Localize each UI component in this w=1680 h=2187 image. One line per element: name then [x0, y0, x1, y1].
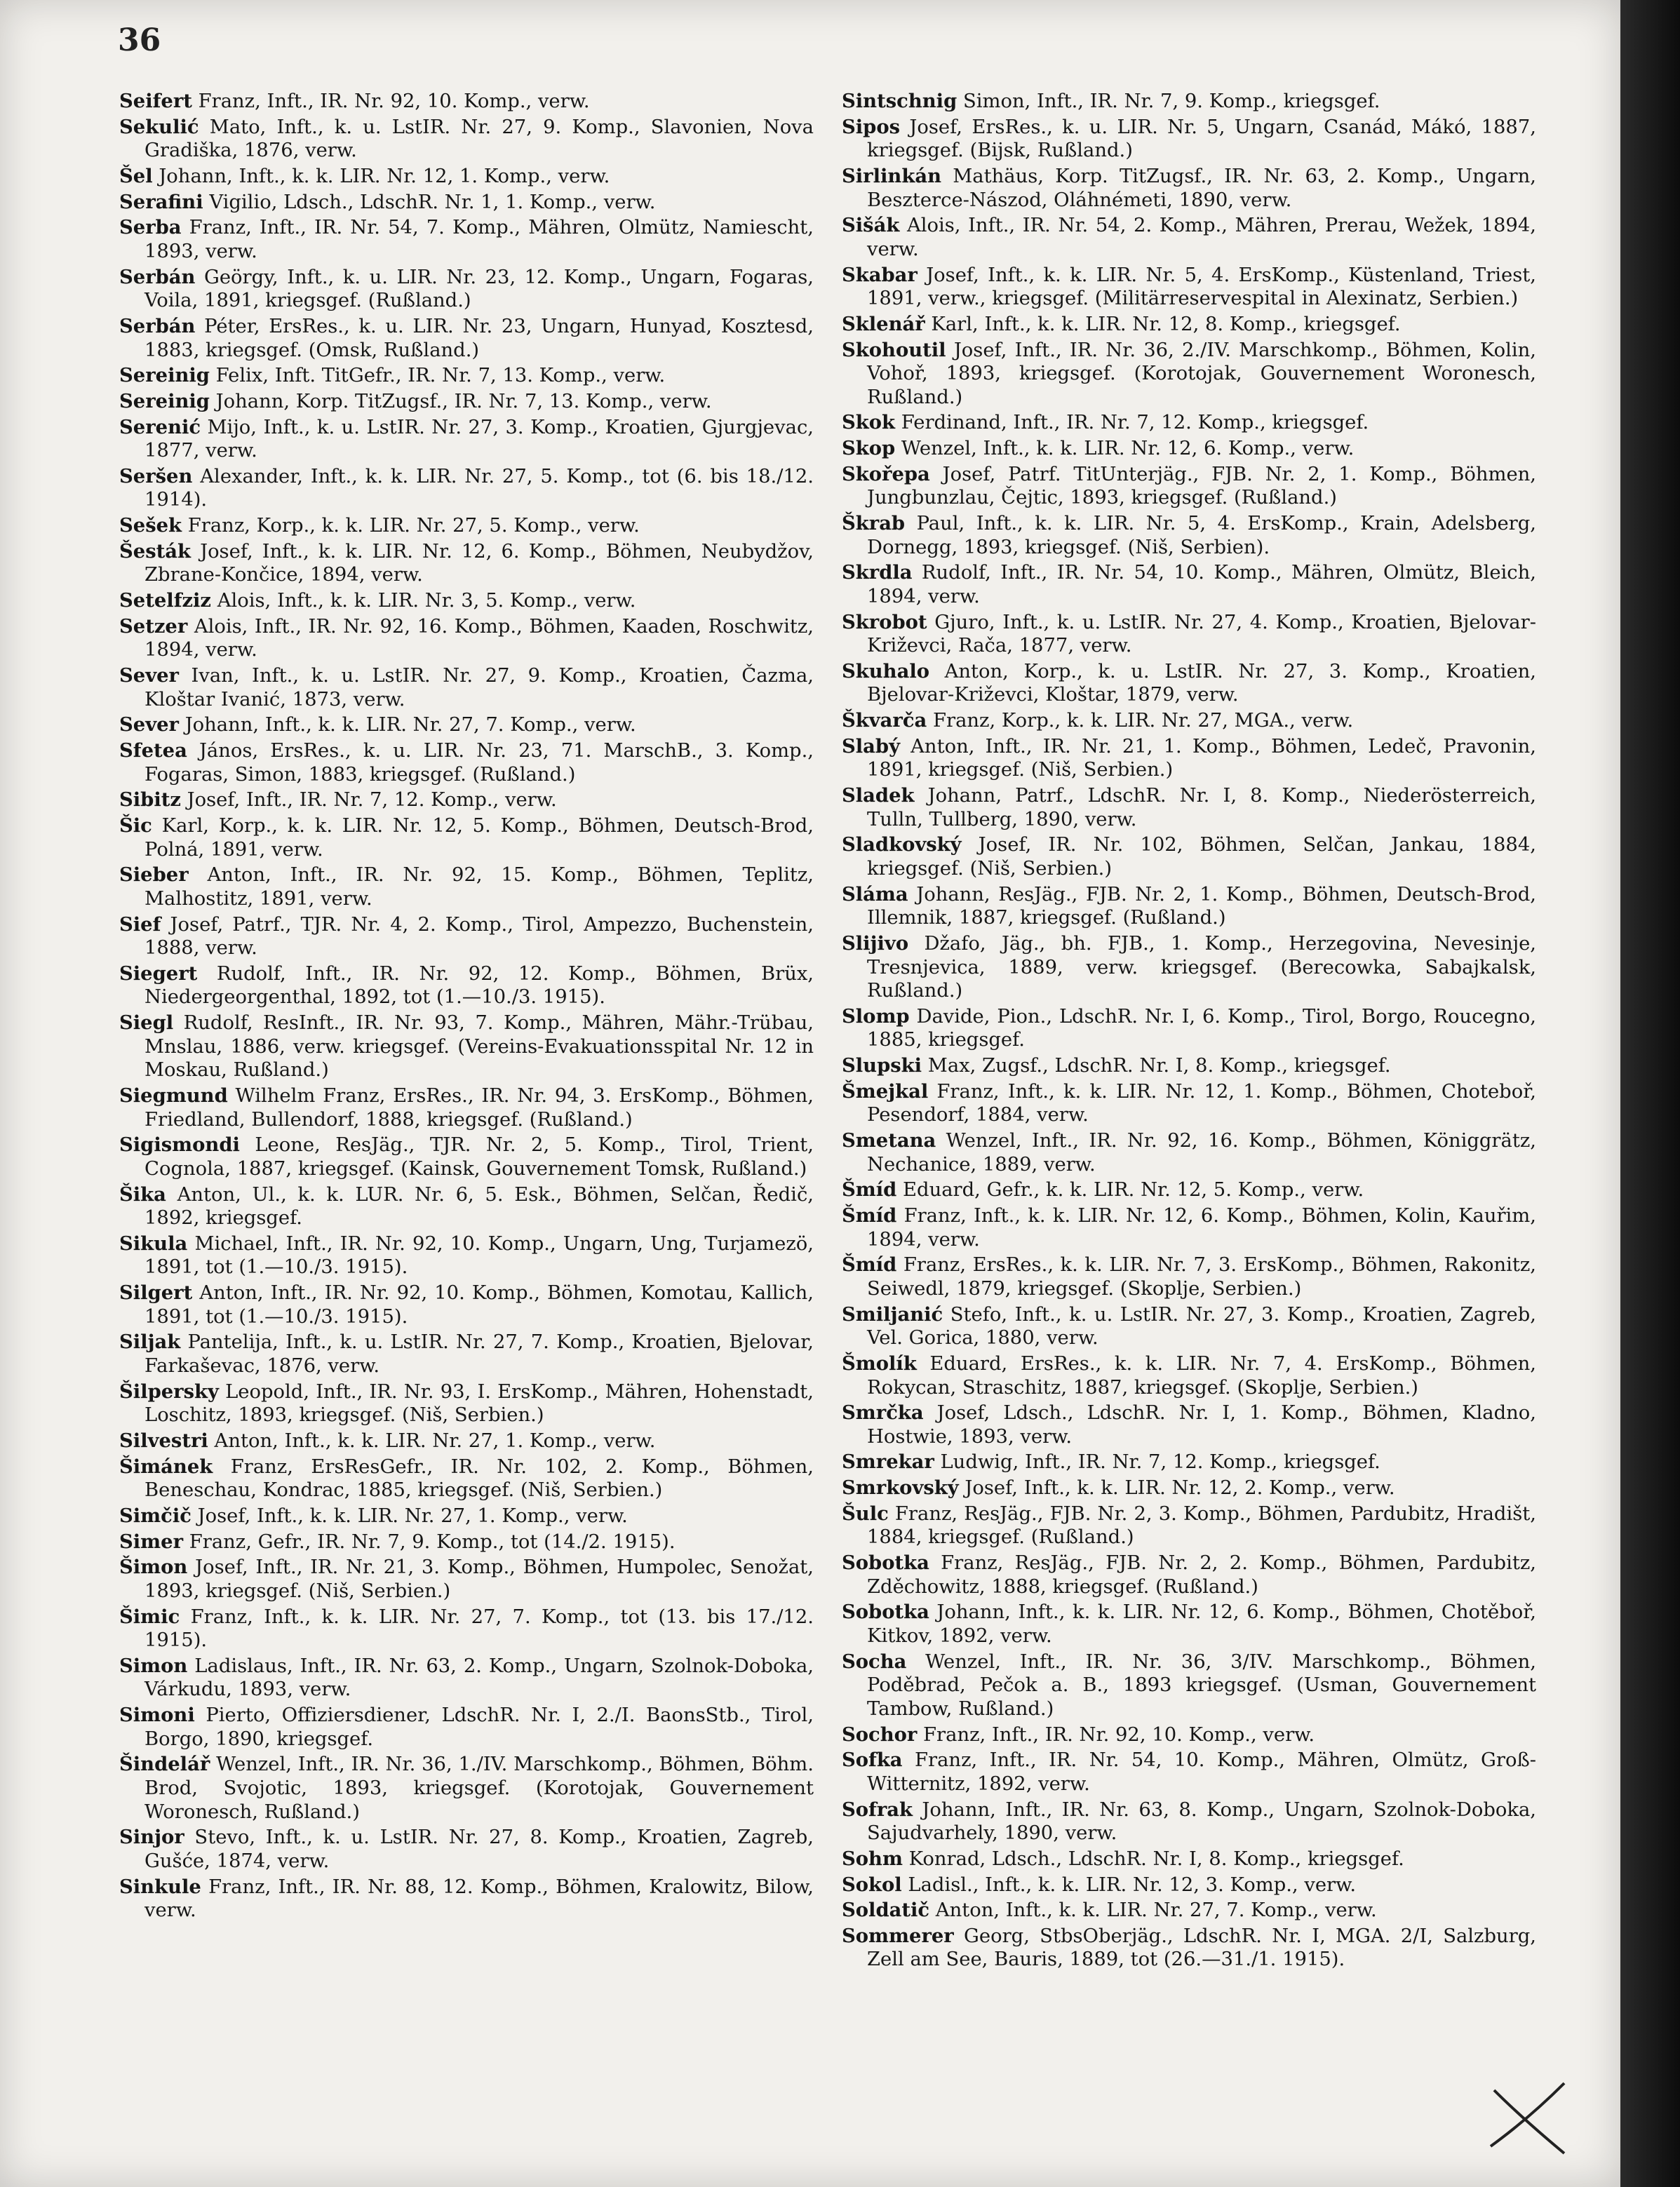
entry-details: Josef, Inft., IR. Nr. 21, 3. Komp., Böhmen, Humpolec, Senožat, 1893, kriegsgef. (Niš, Serbien.)	[145, 1556, 814, 1602]
entry-surname: Sišák	[842, 214, 900, 237]
entry-details: Franz, ErsRes., k. k. LIR. Nr. 7, 3. ErsKomp., Böhmen, Rakonitz, Seiwedl, 1879, kriegsgef. (Skoplje, Serbien.)	[867, 1254, 1536, 1300]
register-entry	[119, 863, 814, 910]
entry-surname: Šimic	[119, 1605, 180, 1628]
register-entry	[119, 1704, 814, 1751]
register-entry	[842, 313, 1536, 337]
register-entry	[119, 416, 814, 463]
entry-surname: Sirlinkán	[842, 164, 941, 187]
entry-surname: Sinkule	[119, 1875, 201, 1898]
entry-surname: Serba	[119, 216, 182, 239]
register-entry	[842, 165, 1536, 212]
register-entry	[842, 932, 1536, 1003]
entry-surname: Šilpersky	[119, 1380, 219, 1403]
entry-details: Leone, ResJäg., TJR. Nr. 2, 5. Komp., Tirol, Trient, Cognola, 1887, kriegsgef. (Kainsk, Gouvernement Tomsk, Rußland.)	[145, 1134, 814, 1180]
entry-surname: Smrekar	[842, 1451, 934, 1474]
register-entry	[842, 1749, 1536, 1796]
entry-details: Franz, Inft., IR. Nr. 92, 10. Komp., verw.	[917, 1723, 1315, 1746]
entry-details: Pierto, Offiziersdiener, LdschR. Nr. I, 2./I. BaonsStb., Tirol, Borgo, 1890, kriegsgef.	[145, 1704, 814, 1750]
entry-surname: Šimánek	[119, 1455, 213, 1478]
register-entry	[119, 739, 814, 786]
entry-surname: Socha	[842, 1650, 907, 1673]
register-entry	[842, 709, 1536, 733]
entry-surname: Sibitz	[119, 788, 181, 812]
entry-details: Vigilio, Ldsch., LdschR. Nr. 1, 1. Komp., verw.	[203, 191, 656, 213]
entry-surname: Smrčka	[842, 1401, 924, 1425]
entry-surname: Siegert	[119, 962, 198, 985]
entry-details: Franz, Inft., IR. Nr. 54, 10. Komp., Mähren, Olmütz, Groß-Witternitz, 1892, verw.	[867, 1749, 1536, 1795]
entry-details: Franz, Inft., IR. Nr. 88, 12. Komp., Böhmen, Kralowitz, Bilow, verw.	[145, 1876, 814, 1922]
register-entry	[119, 788, 814, 812]
entry-surname: Sinjor	[119, 1826, 184, 1849]
entry-details: Rudolf, Inft., IR. Nr. 54, 10. Komp., Mähren, Olmütz, Bleich, 1894, verw.	[867, 562, 1536, 607]
register-entry	[842, 1178, 1536, 1202]
entry-surname: Sobotka	[842, 1601, 929, 1624]
entry-details: Franz, Inft., k. k. LIR. Nr. 27, 7. Komp., tot (13. bis 17./12. 1915).	[145, 1606, 814, 1652]
entry-details: Johann, Patrf., LdschR. Nr. I, 8. Komp., Niederösterreich, Tulln, Tullberg, 1890, verw.	[867, 785, 1536, 830]
register-entry	[842, 214, 1536, 261]
entry-details: Franz, Inft., IR. Nr. 54, 7. Komp., Mähren, Olmütz, Namiescht, 1893, verw.	[145, 217, 814, 262]
entry-details: Ladislaus, Inft., IR. Nr. 63, 2. Komp., Ungarn, Szolnok-Doboka, Várkudu, 1893, verw.	[145, 1655, 814, 1701]
register-entry	[119, 116, 814, 163]
register-entry	[842, 1005, 1536, 1052]
entry-surname: Siegmund	[119, 1084, 228, 1107]
entry-surname: Šmolík	[842, 1352, 917, 1375]
entry-details: Johann, Inft., IR. Nr. 63, 8. Komp., Ungarn, Szolnok-Doboka, Sajudvarhely, 1890, verw.	[867, 1798, 1536, 1845]
entry-details: Johann, Inft., k. k. LIR. Nr. 12, 6. Komp., Böhmen, Chotěboř, Kitkov, 1892, verw.	[867, 1601, 1536, 1647]
register-entry	[119, 913, 814, 960]
entry-details: Johann, ResJäg., FJB. Nr. 2, 1. Komp., Böhmen, Deutsch-Brod, Illemnik, 1887, kriegsgef. (Rußland.)	[867, 883, 1536, 929]
page-number: 36	[118, 22, 161, 58]
entry-surname: Skop	[842, 437, 896, 460]
entry-surname: Sofka	[842, 1749, 903, 1772]
register-entry	[119, 1826, 814, 1873]
register-entry	[842, 1401, 1536, 1448]
entry-surname: Serbán	[119, 314, 196, 337]
register-entry	[842, 784, 1536, 831]
entry-details: Josef, Inft., k. k. LIR. Nr. 12, 6. Komp., Böhmen, Neubydžov, Zbrane-Končice, 1894, verw.	[145, 540, 814, 586]
register-entry	[842, 1873, 1536, 1897]
register-entry	[119, 266, 814, 313]
register-entry	[119, 615, 814, 662]
register-entry	[119, 713, 814, 737]
entry-details: Franz, Inft., k. k. LIR. Nr. 12, 1. Komp., Böhmen, Chotebоř, Pesendorf, 1884, verw.	[867, 1080, 1536, 1126]
register-entry	[842, 1303, 1536, 1350]
entry-surname: Sever	[119, 713, 179, 736]
entry-surname: Simčič	[119, 1504, 191, 1527]
register-entry	[119, 315, 814, 362]
entry-details: Josef, ErsRes., k. u. LIR. Nr. 5, Ungarn, Csanád, Mákó, 1887, kriegsgef. (Bijsk, Rußland.)	[867, 116, 1536, 162]
book-edge	[1620, 0, 1680, 2187]
entry-surname: Simon	[119, 1654, 188, 1677]
register-entry	[119, 191, 814, 215]
entry-details: Josef, Inft., IR. Nr. 36, 2./IV. Marschkomp., Böhmen, Kolin, Vohoř, 1893, kriegsgef. (Korotojak, Gouvernement Woronesch, Rußland.)	[867, 339, 1536, 408]
entry-surname: Sintschnig	[842, 90, 957, 112]
entry-surname: Šel	[119, 164, 153, 187]
entry-surname: Sereinig	[119, 364, 210, 387]
entry-surname: Sfetea	[119, 739, 187, 762]
entry-surname: Skok	[842, 411, 896, 434]
entry-details: Johann, Inft., k. k. LIR. Nr. 27, 7. Komp., verw.	[178, 714, 636, 736]
register-entry	[842, 1253, 1536, 1300]
register-entry	[119, 1133, 814, 1180]
entry-surname: Seršen	[119, 464, 193, 487]
entry-surname: Sikula	[119, 1232, 188, 1255]
entry-surname: Skrdla	[842, 561, 913, 584]
register-entry	[119, 390, 814, 414]
entry-details: Josef, Ldsch., LdschR. Nr. I, 1. Komp., Böhmen, Kladno, Hostwie, 1893, verw.	[867, 1402, 1536, 1448]
entry-surname: Silvestri	[119, 1429, 208, 1452]
register-entry	[119, 540, 814, 587]
register-entry	[842, 116, 1536, 163]
entry-surname: Setzer	[119, 614, 188, 638]
entry-surname: Smrkovský	[842, 1476, 959, 1500]
entry-details: Johann, Inft., k. k. LIR. Nr. 12, 1. Komp., verw.	[152, 165, 610, 187]
register-entry	[842, 561, 1536, 608]
entry-details: Franz, Inft., k. k. LIR. Nr. 12, 6. Komp., Böhmen, Kolin, Kauřim, 1894, verw.	[867, 1205, 1536, 1251]
entry-details: Stevo, Inft., k. u. LstIR. Nr. 27, 8. Komp., Kroatien, Zagreb, Gušće, 1874, verw.	[145, 1826, 814, 1872]
register-entry	[842, 437, 1536, 461]
entry-surname: Šika	[119, 1183, 166, 1206]
entry-details: Anton, Inft., k. k. LIR. Nr. 27, 1. Komp., verw.	[208, 1429, 656, 1452]
left-column	[119, 90, 814, 1925]
entry-details: Péter, ErsRes., k. u. LIR. Nr. 23, Ungarn, Hunyad, Kosztesd, 1883, kriegsgef. (Omsk, Rußland.)	[145, 315, 814, 361]
register-entry	[119, 1183, 814, 1230]
register-entry	[842, 1352, 1536, 1399]
register-entry	[842, 1723, 1536, 1747]
entry-surname: Sklenář	[842, 312, 925, 335]
entry-surname: Slupski	[842, 1054, 922, 1077]
entry-details: Josef, Patrf. TitUnterjäg., FJB. Nr. 2, 1. Komp., Böhmen, Jungbunzlau, Čejtic, 1893, kriegsgef. (Rußland.)	[867, 463, 1536, 509]
entry-details: Ferdinand, Inft., IR. Nr. 7, 12. Komp., kriegsgef.	[895, 412, 1369, 434]
entry-surname: Šmíd	[842, 1253, 897, 1277]
register-entry	[842, 1476, 1536, 1500]
entry-surname: Sereinig	[119, 389, 210, 412]
entry-details: Wilhelm Franz, ErsRes., IR. Nr. 94, 3. ErsKomp., Böhmen, Friedland, Bullendorf, 1888, kriegsgef. (Rußland.)	[145, 1085, 814, 1131]
register-entry	[842, 264, 1536, 311]
entry-surname: Šindelář	[119, 1753, 210, 1776]
register-entry	[119, 1011, 814, 1082]
register-entry	[119, 465, 814, 512]
register-entry	[119, 1753, 814, 1824]
register-entry	[842, 1601, 1536, 1648]
entry-surname: Slabý	[842, 734, 901, 758]
entry-details: Franz, ErsResGefr., IR. Nr. 102, 2. Komp., Böhmen, Beneschau, Kondrac, 1885, kriegsgef. (Niš, Serbien.)	[145, 1455, 814, 1502]
register-entry	[842, 1451, 1536, 1474]
entry-details: Džafo, Jäg., bh. FJB., 1. Komp., Herzegovina, Nevesinje, Tresnjevica, 1889, verw. kriegsgef. (Berecowka, Sabajkalsk, Rußland.)	[867, 932, 1536, 1002]
entry-surname: Siljak	[119, 1331, 181, 1354]
entry-details: Gjuro, Inft., k. u. LstIR. Nr. 27, 4. Komp., Kroatien, Bjelovar-Križevci, Rača, 1877, verw.	[867, 611, 1536, 657]
register-entry	[842, 883, 1536, 930]
entry-surname: Šic	[119, 814, 152, 837]
entry-details: Alois, Inft., IR. Nr. 54, 2. Komp., Mähren, Prerau, Wežek, 1894, verw.	[867, 215, 1536, 260]
entry-details: Anton, Inft., IR. Nr. 92, 15. Komp., Böhmen, Teplitz, Malhostitz, 1891, verw.	[145, 864, 814, 910]
entry-surname: Sever	[119, 664, 179, 687]
entry-details: Johann, Korp. TitZugsf., IR. Nr. 7, 13. Komp., verw.	[209, 390, 712, 412]
register-entry	[119, 514, 814, 538]
entry-details: Karl, Korp., k. k. LIR. Nr. 12, 5. Komp., Böhmen, Deutsch-Brod, Polná, 1891, verw.	[145, 815, 814, 861]
entry-details: Franz, ResJäg., FJB. Nr. 2, 3. Komp., Böhmen, Pardubitz, Hradišt, 1884, kriegsgef. (Rußland.)	[867, 1502, 1536, 1549]
register-entry	[119, 216, 814, 263]
entry-surname: Siegl	[119, 1011, 174, 1035]
entry-surname: Sláma	[842, 882, 908, 906]
entry-details: Alois, Inft., IR. Nr. 92, 16. Komp., Böhmen, Kaaden, Roschwitz, 1894, verw.	[145, 615, 814, 661]
entry-surname: Silgert	[119, 1281, 193, 1305]
entry-details: Konrad, Ldsch., LdschR. Nr. I, 8. Komp., kriegsgef.	[902, 1848, 1404, 1870]
register-entry	[842, 660, 1536, 707]
entry-surname: Sekulić	[119, 115, 199, 138]
register-entry	[119, 664, 814, 711]
entry-details: Franz, ResJäg., FJB. Nr. 2, 2. Komp., Böhmen, Pardubitz, Zděchowitz, 1888, kriegsgef. (Rußland.)	[867, 1552, 1536, 1598]
entry-surname: Smiljanić	[842, 1303, 943, 1326]
entry-surname: Skabar	[842, 263, 918, 286]
entry-surname: Simoni	[119, 1704, 195, 1727]
entry-details: Josef, IR. Nr. 102, Böhmen, Selčan, Jankau, 1884, kriegsgef. (Niš, Serbien.)	[867, 834, 1536, 880]
entry-details: Josef, Inft., IR. Nr. 7, 12. Komp., verw.	[180, 789, 557, 812]
register-entry	[119, 90, 814, 114]
register-entry	[842, 339, 1536, 410]
entry-details: Eduard, ErsRes., k. k. LIR. Nr. 7, 4. ErsKomp., Böhmen, Rokycan, Straschitz, 1887, kriegsgef. (Skoplje, Serbien.)	[867, 1352, 1536, 1399]
entry-surname: Sigismondi	[119, 1133, 240, 1157]
entry-details: Ivan, Inft., k. u. LstIR. Nr. 27, 9. Komp., Kroatien, Čazma, Kloštar Ivanić, 1873, verw.	[145, 665, 814, 711]
entry-details: Felix, Inft. TitGefr., IR. Nr. 7, 13. Komp., verw.	[209, 365, 666, 387]
entry-details: Franz, Inft., IR. Nr. 92, 10. Komp., verw.	[191, 90, 590, 112]
entry-details: Wenzel, Inft., IR. Nr. 36, 3/IV. Marschkomp., Böhmen, Poděbrad, Pečok a. B., 1893 kriegsgef. (Usman, Gouvernement Tambow, Rußland.)	[867, 1650, 1536, 1720]
register-entry	[842, 90, 1536, 114]
entry-details: Mato, Inft., k. u. LstIR. Nr. 27, 9. Komp., Slavonien, Nova Gradiška, 1876, verw.	[145, 116, 814, 162]
entry-surname: Skuhalo	[842, 659, 930, 682]
entry-surname: Sešek	[119, 514, 182, 537]
entry-surname: Slomp	[842, 1004, 910, 1028]
entry-surname: Sommerer	[842, 1924, 954, 1947]
entry-surname: Šesták	[119, 539, 191, 563]
entry-details: Franz, Korp., k. k. LIR. Nr. 27, 5. Komp., verw.	[182, 515, 640, 537]
entry-surname: Slijivo	[842, 931, 909, 955]
entry-details: Ludwig, Inft., IR. Nr. 7, 12. Komp., kriegsgef.	[934, 1451, 1380, 1474]
register-entry	[119, 1429, 814, 1453]
entry-details: Simon, Inft., IR. Nr. 7, 9. Komp., kriegsgef.	[957, 90, 1380, 112]
entry-surname: Sohm	[842, 1847, 903, 1870]
entry-surname: Skrobot	[842, 610, 927, 633]
entry-details: Anton, Inft., IR. Nr. 92, 10. Komp., Böhmen, Komotau, Kallich, 1891, tot (1.—10./3. 1915).	[145, 1282, 814, 1328]
register-entry	[842, 1204, 1536, 1251]
entry-surname: Sochor	[842, 1723, 918, 1746]
register-entry	[842, 1899, 1536, 1923]
entry-surname: Simer	[119, 1530, 184, 1553]
entry-details: Josef, Inft., k. k. LIR. Nr. 27, 1. Komp., verw.	[191, 1505, 628, 1527]
register-entry	[119, 1331, 814, 1378]
entry-details: Michael, Inft., IR. Nr. 92, 10. Komp., Ungarn, Ung, Turjamezö, 1891, tot (1.—10./3. 1915).	[145, 1232, 814, 1279]
register-entry	[842, 463, 1536, 510]
handwritten-cross-mark	[1480, 2076, 1578, 2160]
entry-surname: Skohoutil	[842, 338, 946, 361]
entry-details: Franz, Korp., k. k. LIR. Nr. 27, MGA., verw.	[927, 710, 1354, 732]
entry-details: Josef, Patrf., TJR. Nr. 4, 2. Komp., Tirol, Ampezzo, Buchenstein, 1888, verw.	[145, 913, 814, 960]
entry-details: Alexander, Inft., k. k. LIR. Nr. 27, 5. Komp., tot (6. bis 18./12. 1914).	[145, 465, 814, 511]
entry-details: Geörgy, Inft., k. u. LIR. Nr. 23, 12. Komp., Ungarn, Fogaras, Voila, 1891, kriegsgef. (Rußland.)	[145, 266, 814, 312]
entry-details: Rudolf, Inft., IR. Nr. 92, 12. Komp., Böhmen, Brüx, Niedergeorgenthal, 1892, tot (1.—10./3. 1915).	[145, 962, 814, 1009]
entry-details: Wenzel, Inft., k. k. LIR. Nr. 12, 6. Komp., verw.	[895, 438, 1355, 460]
register-entry	[119, 1380, 814, 1427]
entry-details: Paul, Inft., k. k. LIR. Nr. 5, 4. ErsKomp., Krain, Adelsberg, Dornegg, 1893, kriegsgef. (Niš, Serbien).	[867, 513, 1536, 558]
register-entry	[842, 1129, 1536, 1176]
register-entry	[119, 1281, 814, 1328]
register-entry	[119, 1455, 814, 1502]
register-entry	[119, 1655, 814, 1702]
register-entry	[842, 1054, 1536, 1078]
entry-details: Stefo, Inft., k. u. LstIR. Nr. 27, 3. Komp., Kroatien, Zagreb, Vel. Gorica, 1880, verw.	[867, 1303, 1536, 1350]
entry-surname: Skořepa	[842, 462, 930, 485]
entry-details: Rudolf, ResInft., IR. Nr. 93, 7. Komp., Mähren, Mähr.-Trübau, Mnslau, 1886, verw. kriegsgef. (Vereins-Evakuationsspital Nr. 12 in Moskau, Rußland.)	[145, 1012, 814, 1082]
entry-surname: Sladek	[842, 784, 915, 807]
entry-surname: Šmíd	[842, 1204, 897, 1227]
register-entry	[119, 1232, 814, 1279]
entry-surname: Škvarča	[842, 709, 927, 732]
entry-details: Josef, Inft., k. k. LIR. Nr. 12, 2. Komp., verw.	[958, 1477, 1395, 1500]
entry-surname: Sobotka	[842, 1552, 929, 1575]
entry-details: Pantelija, Inft., k. u. LstIR. Nr. 27, 7. Komp., Kroatien, Bjelovar, Farkaševac, 1876, verw.	[145, 1331, 814, 1377]
entry-details: János, ErsRes., k. u. LIR. Nr. 23, 71. MarschB., 3. Komp., Fogaras, Simon, 1883, kriegsgef. (Rußland.)	[145, 740, 814, 786]
entry-details: Georg, StbsOberjäg., LdschR. Nr. I, MGA. 2/I, Salzburg, Zell am See, Bauris, 1889, tot (26.—31./1. 1915).	[867, 1925, 1536, 1971]
register-entry	[842, 1502, 1536, 1549]
entry-details: Wenzel, Inft., IR. Nr. 92, 16. Komp., Böhmen, Königgrätz, Nechanice, 1889, verw.	[867, 1130, 1536, 1176]
entry-details: Franz, Gefr., IR. Nr. 7, 9. Komp., tot (14./2. 1915).	[183, 1530, 676, 1553]
entry-details: Eduard, Gefr., k. k. LIR. Nr. 12, 5. Komp., verw.	[896, 1179, 1364, 1202]
register-entry	[842, 411, 1536, 435]
entry-details: Josef, Inft., k. k. LIR. Nr. 5, 4. ErsKomp., Küstenland, Triest, 1891, verw., kriegsgef. (Militärreservespital in Alexinatz, Serbien.)	[867, 264, 1536, 310]
entry-surname: Sief	[119, 913, 161, 936]
entry-surname: Šmejkal	[842, 1079, 929, 1103]
entry-surname: Sieber	[119, 863, 189, 887]
register-entry	[842, 1552, 1536, 1599]
register-entry	[119, 165, 814, 189]
register-entry	[842, 1650, 1536, 1721]
entry-surname: Škrab	[842, 512, 906, 535]
entry-details: Max, Zugsf., LdschR. Nr. I, 8. Komp., kriegsgef.	[922, 1055, 1391, 1077]
register-entry	[842, 833, 1536, 880]
register-entry	[119, 1530, 814, 1554]
register-entry	[842, 512, 1536, 559]
entry-details: Anton, Inft., IR. Nr. 21, 1. Komp., Böhmen, Ledeč, Pravonin, 1891, kriegsgef. (Niš, Serbien.)	[867, 735, 1536, 781]
entry-surname: Šulc	[842, 1502, 889, 1525]
entry-surname: Serenić	[119, 415, 201, 438]
entry-details: Ladisl., Inft., k. k. LIR. Nr. 12, 3. Komp., verw.	[901, 1873, 1357, 1896]
register-entry	[119, 1606, 814, 1653]
register-entry	[842, 611, 1536, 658]
register-entry	[119, 1876, 814, 1923]
right-column	[842, 90, 1536, 1974]
entry-surname: Sladkovský	[842, 833, 962, 856]
register-entry	[119, 814, 814, 861]
entry-surname: Šmíd	[842, 1178, 897, 1202]
register-entry	[842, 1080, 1536, 1127]
entry-surname: Sofrak	[842, 1798, 913, 1821]
entry-surname: Soldatič	[842, 1899, 930, 1922]
register-entry	[842, 1925, 1536, 1972]
entry-surname: Smetana	[842, 1129, 936, 1152]
entry-details: Alois, Inft., k. k. LIR. Nr. 3, 5. Komp., verw.	[211, 590, 636, 612]
entry-surname: Sokol	[842, 1873, 902, 1896]
entry-details: Mijo, Inft., k. u. LstIR. Nr. 27, 3. Komp., Kroatien, Gjurgjevac, 1877, verw.	[145, 416, 814, 462]
entry-details: Davide, Pion., LdschR. Nr. I, 6. Komp., Tirol, Borgo, Roucegno, 1885, kriegsgef.	[867, 1005, 1536, 1051]
register-entry	[842, 1848, 1536, 1871]
entry-details: Mathäus, Korp. TitZugsf., IR. Nr. 63, 2. Komp., Ungarn, Beszterce-Nászod, Oláhnémeti, 1890, verw.	[867, 165, 1536, 211]
entry-surname: Sipos	[842, 115, 901, 138]
entry-details: Karl, Inft., k. k. LIR. Nr. 12, 8. Komp., kriegsgef.	[925, 313, 1401, 335]
register-entry	[842, 735, 1536, 782]
entry-surname: Seifert	[119, 90, 192, 112]
entry-details: Anton, Inft., k. k. LIR. Nr. 27, 7. Komp., verw.	[929, 1899, 1377, 1922]
register-entry	[119, 1505, 814, 1528]
register-entry	[842, 1798, 1536, 1845]
entry-details: Leopold, Inft., IR. Nr. 93, I. ErsKomp., Mähren, Hohenstadt, Loschitz, 1893, kriegsgef. (Niš, Serbien.)	[145, 1380, 814, 1427]
entry-details: Wenzel, Inft., IR. Nr. 36, 1./IV. Marschkomp., Böhmen, Böhm. Brod, Svojotic, 1893, kriegsgef. (Korotojak, Gouvernement Woronesch, Rußland.)	[145, 1754, 814, 1823]
entry-surname: Serbán	[119, 265, 196, 288]
entry-details: Anton, Korp., k. u. LstIR. Nr. 27, 3. Komp., Kroatien, Bjelovar-Križevci, Kloštar, 1879, verw.	[867, 660, 1536, 706]
entry-surname: Serafini	[119, 190, 203, 213]
register-entry	[119, 1084, 814, 1131]
entry-surname: Šimon	[119, 1556, 188, 1579]
register-entry	[119, 1556, 814, 1603]
entry-surname: Setelfziz	[119, 589, 211, 612]
entry-details: Anton, Ul., k. k. LUR. Nr. 6, 5. Esk., Böhmen, Selčan, Ředič, 1892, kriegsgef.	[145, 1183, 814, 1230]
register-entry	[119, 962, 814, 1009]
register-entry	[119, 364, 814, 388]
register-entry	[119, 589, 814, 613]
